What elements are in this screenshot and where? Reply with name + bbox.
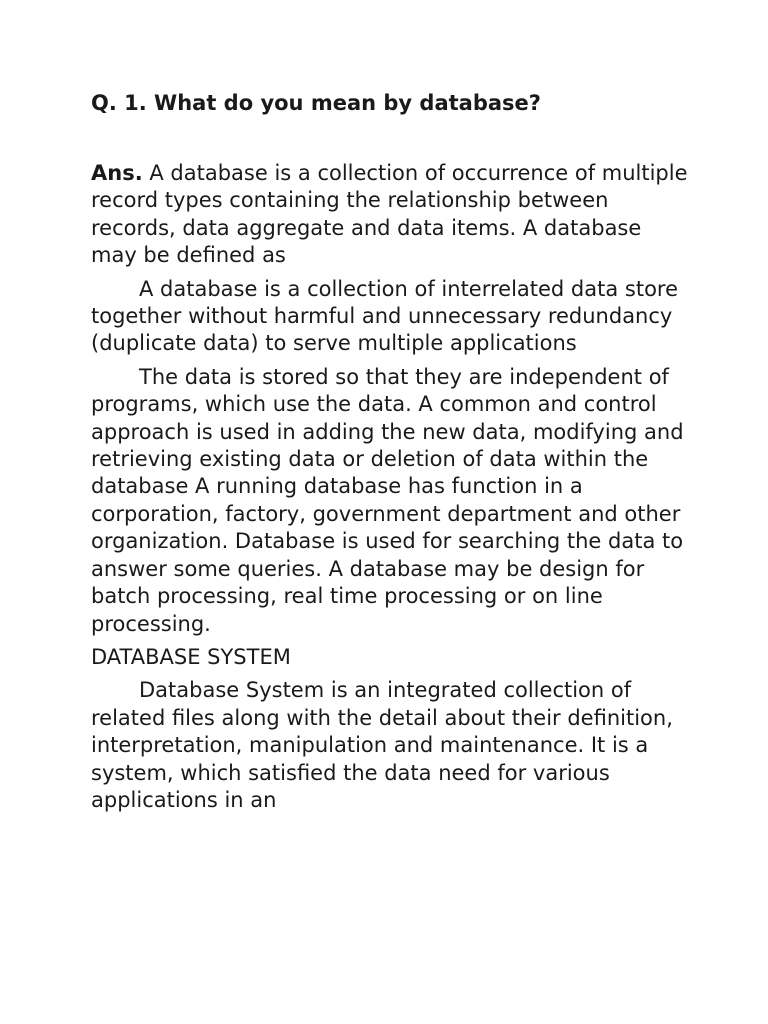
answer-intro-text: A database is a collection of occurrence of multiple record types containing the relationship between records, data aggregate and data items. A database may be defined as [91,161,688,268]
answer-label: Ans. [91,161,143,185]
answer-body [91,160,691,820]
section-heading: DATABASE SYSTEM [91,644,291,669]
storage-paragraph: The data is stored so that they are independent of programs, which use the data. A common and control approach is used in adding the new data, modifying and retrieving existing data or deletion of data within the database A running database has function in a corporation, factory, government department and other organization. Database is used for searching the data to answer some queries. A database may be design for batch processing, real time processing or on line processing. [91,364,684,636]
question-heading: Q. 1. What do you mean by database? [91,91,541,115]
definition-paragraph: A database is a collection of interrelated data store together without harmful and unnecessary redundancy (duplicate data) to serve multiple applications [91,276,679,356]
answer-intro-paragraph [91,160,691,270]
database-system-paragraph: Database System is an integrated collection of related files along with the detail about their definition, interpretation, manipulation and maintenance. It is a system, which satisfied the data need for various applications in an [91,678,673,812]
